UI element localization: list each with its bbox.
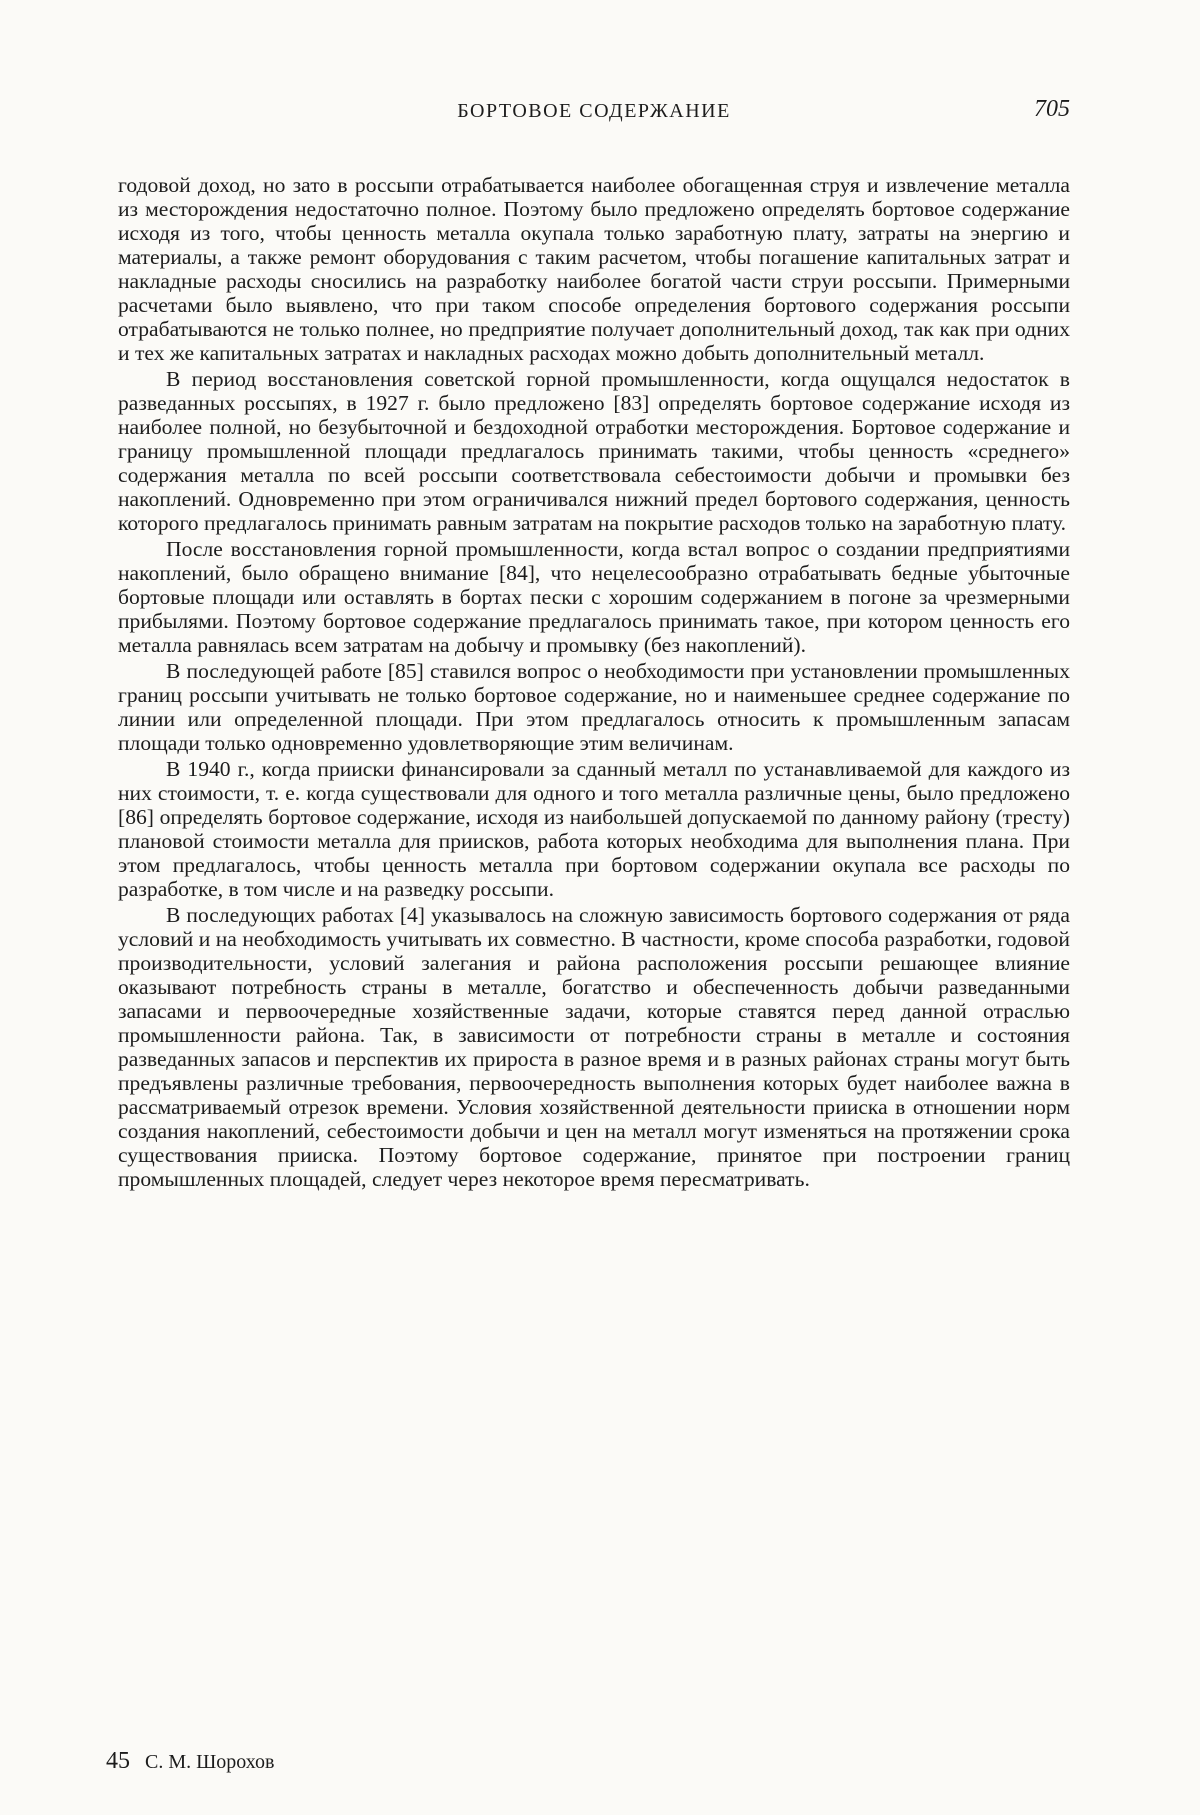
page-header bbox=[118, 96, 1070, 140]
paragraph: После восстановления горной промышленности, когда встал вопрос о создании предприятиями накоплений, было обращено внимание [84], что нецелесообразно отрабатывать бедные убыточные бортовые площади или оставлять в бортах пески с хорошим содержанием в погоне за чрезмерными прибылями. Поэтому бортовое содержание предлагалось принимать такое, при котором ценность его металла равнялась всем затратам на добычу и промывку (без накоплений). bbox=[118, 537, 1070, 657]
paragraph: В 1940 г., когда прииски финансировали за сданный металл по устанавливаемой для каждого из них стоимости, т. е. когда существовали для одного и того металла различные цены, было предложено [86] определять бортовое содержание, исходя из наибольшей допускаемой по данному району (тресту) плановой стоимости металла для приисков, работа которых необходима для выполнения плана. При этом предлагалось, чтобы ценность металла при бортовом содержании окупала все расходы по разработке, в том числе и на разведку россыпи. bbox=[118, 757, 1070, 901]
page-footer bbox=[106, 1748, 274, 1775]
body-text bbox=[118, 173, 1070, 1191]
sheet-signature-number: 45 bbox=[106, 1748, 130, 1774]
running-head: БОРТОВОЕ СОДЕРЖАНИЕ bbox=[457, 100, 731, 122]
paragraph: В период восстановления советской горной промышленности, когда ощущался недостаток в разведанных россыпях, в 1927 г. было предложено [83] определять бортовое содержание исходя из наиболее полной, но безубыточной и бездоходной отработки месторождения. Бортовое содержание и границу промышленной площади предлагалось принимать такими, чтобы ценность «среднего» содержания металла по всей россыпи соответствовала себестоимости добычи и промывки без накоплений. Одновременно при этом ограничивался нижний предел бортового содержания, ценность которого предлагалось принимать равным затратам на покрытие расходов только на заработную плату. bbox=[118, 367, 1070, 535]
author-signature: С. М. Шорохов bbox=[145, 1751, 275, 1773]
paragraph: В последующих работах [4] указывалось на сложную зависимость бортового содержания от ряда условий и на необходимость учитывать их совместно. В частности, кроме способа разработки, годовой производительности, условий залегания и района расположения россыпи решающее влияние оказывают потребность страны в металле, богатство и обеспеченность добычи разведанными запасами и первоочередные хозяйственные задачи, которые ставятся перед данной отраслью промышленности района. Так, в зависимости от потребности страны в металле и состояния разведанных запасов и перспектив их прироста в разное время и в разных районах страны могут быть предъявлены различные требования, первоочередность выполнения которых будет наиболее важна в рассматриваемый отрезок времени. Условия хозяйственной деятельности прииска в отношении норм создания накоплений, себестоимости добычи и цен на металл могут изменяться на протяжении срока существования прииска. Поэтому бортовое содержание, принятое при построении границ промышленных площадей, следует через некоторое время пересматривать. bbox=[118, 903, 1070, 1191]
paragraph: В последующей работе [85] ставился вопрос о необходимости при установлении промышленных границ россыпи учитывать не только бортовое содержание, но и наименьшее среднее содержание по линии или определенной площади. При этом предлагалось относить к промышленным запасам площади только одновременно удовлетворяющие этим величинам. bbox=[118, 659, 1070, 755]
page-number: 705 bbox=[1034, 96, 1070, 122]
paragraph: годовой доход, но зато в россыпи отрабатывается наиболее обогащенная струя и извлечение металла из месторождения недостаточно полное. Поэтому было предложено определять бортовое содержание исходя из того, чтобы ценность металла окупала только заработную плату, затраты на энергию и материалы, а также ремонт оборудования с таким расчетом, чтобы погашение капитальных затрат и накладные расходы сносились на разработку наиболее богатой части струи россыпи. Примерными расчетами было выявлено, что при таком способе определения бортового содержания россыпи отрабатываются не только полнее, но предприятие получает дополнительный доход, так как при одних и тех же капитальных затратах и накладных расходах можно добыть дополнительный металл. bbox=[118, 173, 1070, 365]
